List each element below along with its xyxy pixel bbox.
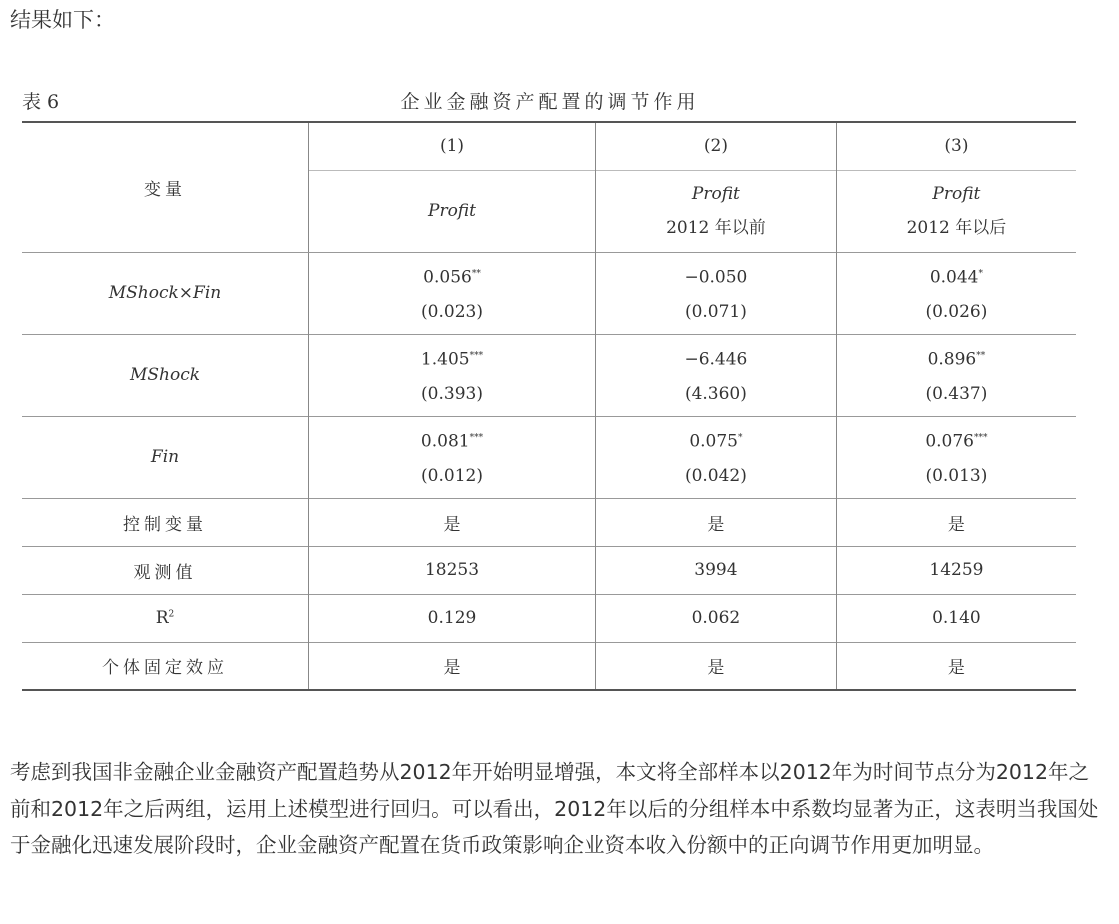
coef: 0.056 <box>423 267 472 288</box>
dep-var-cell <box>309 170 596 252</box>
dep-var-name: Profit <box>932 184 981 204</box>
body-paragraph: 考虑到我国非金融企业金融资产配置趋势从2012年开始明显增强，本文将全部样本以2012年为时间节点分为2012年之前和2012年之后两组，运用上述模型进行回归。可以看出，2012年以后的分组样本中系数均显著为正，这表明当我国处于金融化迅速发展阶段时，企业金融资产配置在货币政策影响企业资本收入份额中的正向调节作用更加明显。 <box>10 760 1099 857</box>
row-label: MShock×Fin <box>22 252 309 334</box>
coef: 0.896 <box>927 349 977 370</box>
coef-cell <box>309 416 596 498</box>
stat-cell: 是 <box>309 642 596 690</box>
std-error: (0.013) <box>925 465 988 486</box>
coef-cell <box>596 252 837 334</box>
r-squared-exponent: 2 <box>168 609 175 620</box>
std-error: (0.023) <box>421 301 483 322</box>
stat-cell: 是 <box>836 498 1076 546</box>
table-row <box>22 594 1076 642</box>
table-row <box>22 416 1076 498</box>
row-label: 个体固定效应 <box>22 642 309 690</box>
stat-cell: 14259 <box>836 546 1076 594</box>
table-title: 企业金融资产配置的调节作用 <box>400 91 700 113</box>
std-error: (0.393) <box>421 383 483 404</box>
table-row <box>22 498 1076 546</box>
std-error: (0.071) <box>684 301 747 322</box>
row-label <box>22 594 309 642</box>
coef-cell <box>596 334 837 416</box>
col-number: (2) <box>596 122 837 170</box>
intro-text: 结果如下： <box>10 8 115 32</box>
stat-cell: 0.062 <box>596 594 837 642</box>
dep-var-name: Profit <box>691 184 740 204</box>
coef: −0.050 <box>684 267 748 288</box>
table-row <box>22 546 1076 594</box>
row-label: MShock <box>22 334 309 416</box>
significance-stars: ** <box>976 351 986 362</box>
std-error: (0.042) <box>684 465 747 486</box>
coef: 0.044 <box>929 267 979 288</box>
col-number: (1) <box>309 122 596 170</box>
dep-var-period: 2012 年以前 <box>666 218 766 238</box>
variable-header: 变量 <box>22 122 309 252</box>
stat-cell: 3994 <box>596 546 837 594</box>
coef: −6.446 <box>684 349 748 370</box>
coef-cell <box>836 334 1076 416</box>
stat-cell: 18253 <box>309 546 596 594</box>
coef-cell <box>596 416 837 498</box>
stat-cell: 0.129 <box>309 594 596 642</box>
coef: 1.405 <box>420 349 470 370</box>
stat-cell: 是 <box>309 498 596 546</box>
significance-stars: *** <box>469 433 484 444</box>
table-row <box>22 334 1076 416</box>
stat-cell: 是 <box>596 642 837 690</box>
significance-stars: * <box>978 269 983 280</box>
r-squared-label: R <box>155 608 169 628</box>
dep-var-cell <box>836 170 1076 252</box>
std-error: (0.026) <box>925 301 988 322</box>
table-label: 表 6 <box>22 91 60 113</box>
coef: 0.075 <box>689 431 738 452</box>
stat-cell: 0.140 <box>836 594 1076 642</box>
row-label: Fin <box>22 416 309 498</box>
significance-stars: ** <box>471 269 481 280</box>
std-error: (0.012) <box>421 465 483 486</box>
regression-table <box>22 121 1076 691</box>
coef-cell <box>836 416 1076 498</box>
significance-stars: * <box>738 433 743 444</box>
coef: 0.081 <box>420 431 470 452</box>
significance-stars: *** <box>469 351 484 362</box>
coef: 0.076 <box>925 431 974 452</box>
dep-var-period: 2012 年以后 <box>906 218 1007 238</box>
std-error: (4.360) <box>684 383 747 404</box>
col-number: (3) <box>836 122 1076 170</box>
coef-cell <box>309 252 596 334</box>
table-row <box>22 252 1076 334</box>
dep-var-cell <box>596 170 837 252</box>
row-label: 控制变量 <box>22 498 309 546</box>
coef-cell <box>836 252 1076 334</box>
dep-var-name: Profit <box>428 201 476 221</box>
row-label: 观测值 <box>22 546 309 594</box>
stat-cell: 是 <box>596 498 837 546</box>
table-row <box>22 642 1076 690</box>
stat-cell: 是 <box>836 642 1076 690</box>
std-error: (0.437) <box>925 383 988 404</box>
significance-stars: *** <box>974 433 988 444</box>
coef-cell <box>309 334 596 416</box>
